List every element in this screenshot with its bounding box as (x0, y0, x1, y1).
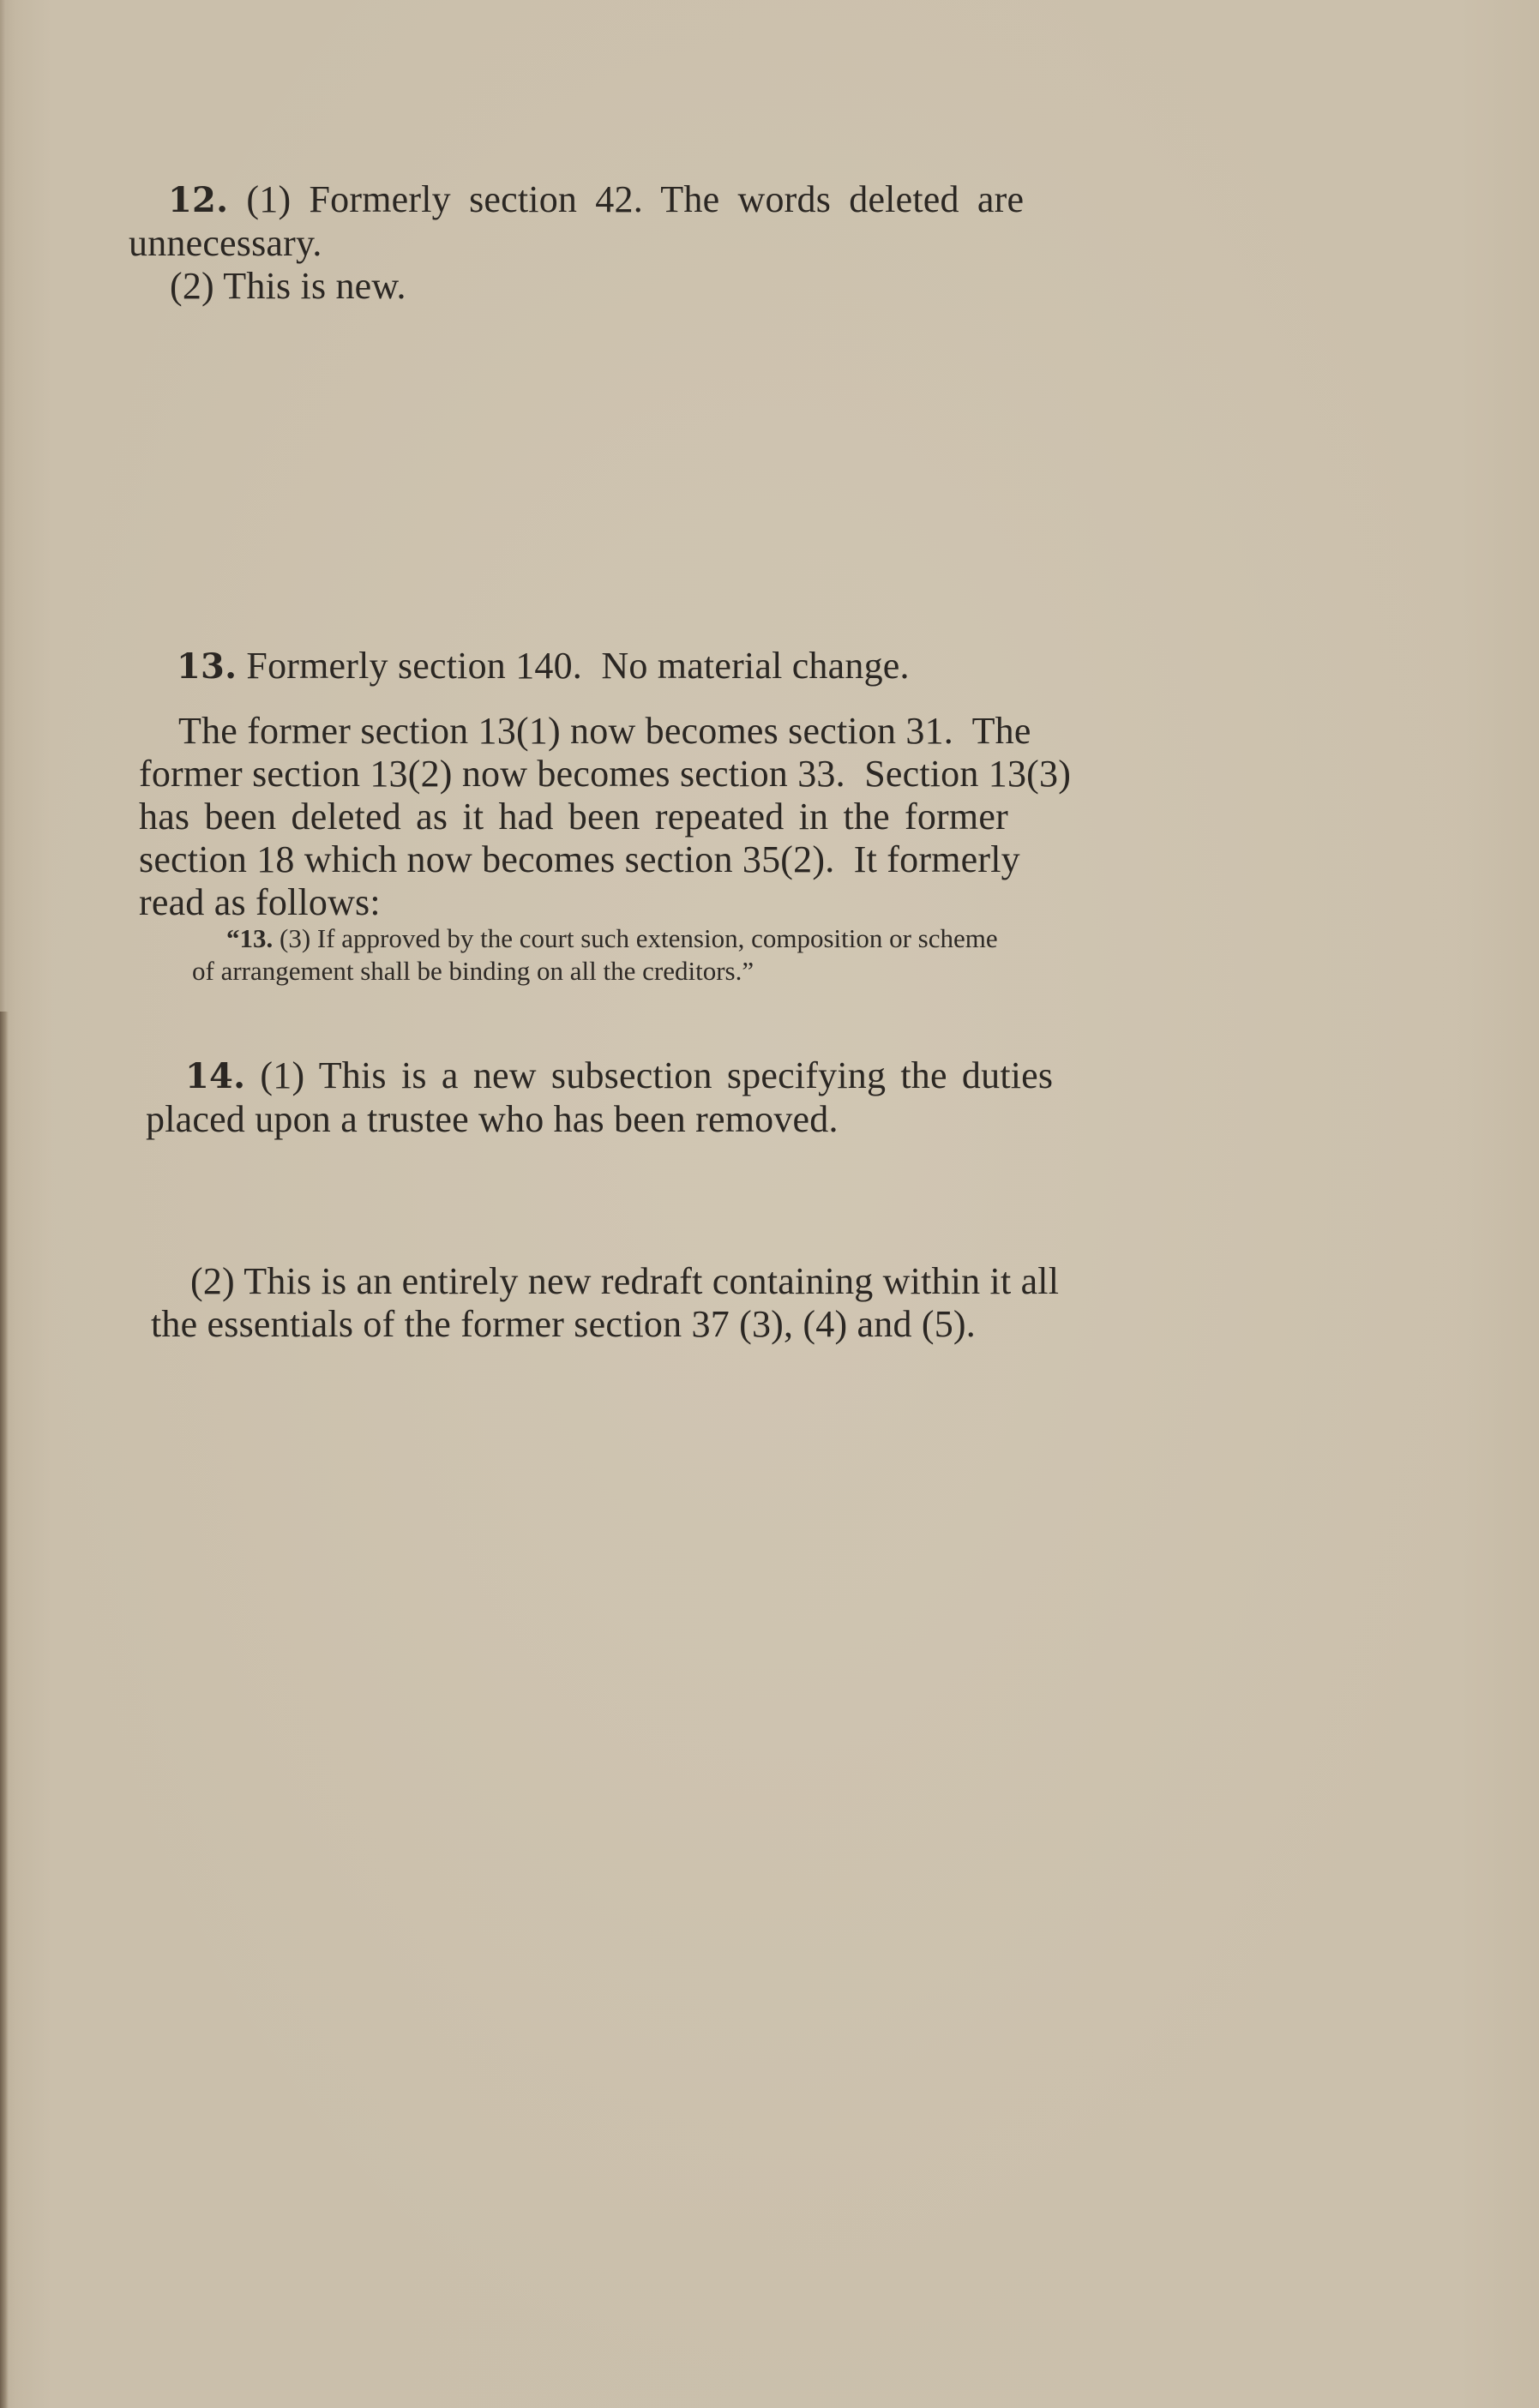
binding-edge (0, 1012, 9, 2408)
section-13-body-line-3: has been deleted as it had been repeated in the former (139, 796, 1008, 838)
section-13-heading (177, 645, 910, 688)
section-13-quote (192, 922, 998, 988)
section-13-number: 13. (177, 646, 237, 687)
section-14-line-2: placed upon a trustee who has been removed. (146, 1098, 839, 1140)
section-14 (146, 1054, 1053, 1141)
section-12-line-3: (2) This is new. (170, 265, 406, 307)
page-edge-shadow (0, 0, 5, 1012)
section-14-line-3: (2) This is an entirely new redraft containing within it all (190, 1260, 1060, 1302)
section-13-body (139, 710, 1071, 924)
quote-number: “13. (226, 923, 274, 953)
section-13-body-line-5: read as follows: (139, 881, 381, 923)
section-12-line-1: (1) Formerly section 42. The words deleted are (246, 178, 1025, 220)
section-14-part-2 (151, 1260, 1059, 1346)
section-13-body-line-4: section 18 which now becomes section 35(2). It formerly (139, 838, 1020, 880)
section-14-number: 14. (185, 1056, 246, 1096)
section-13-body-line-2: former section 13(2) now becomes section 33. Section 13(3) (139, 753, 1072, 795)
quote-line-2: of arrangement shall be binding on all the creditors.” (192, 956, 754, 986)
section-13-heading-text: Formerly section 140. No material change. (246, 645, 910, 687)
section-14-line-1: (1) This is a new subsection specifying the duties (260, 1054, 1054, 1096)
quote-line-1: (3) If approved by the court such extension, composition or scheme (280, 923, 998, 953)
section-14-line-4: the essentials of the former section 37 (3), (4) and (5). (151, 1303, 976, 1345)
section-12-number: 12. (168, 180, 229, 220)
section-13-body-line-1: The former section 13(1) now becomes section 31. The (178, 710, 1031, 752)
section-12-line-2: unnecessary. (129, 222, 322, 264)
section-12 (129, 178, 1024, 308)
